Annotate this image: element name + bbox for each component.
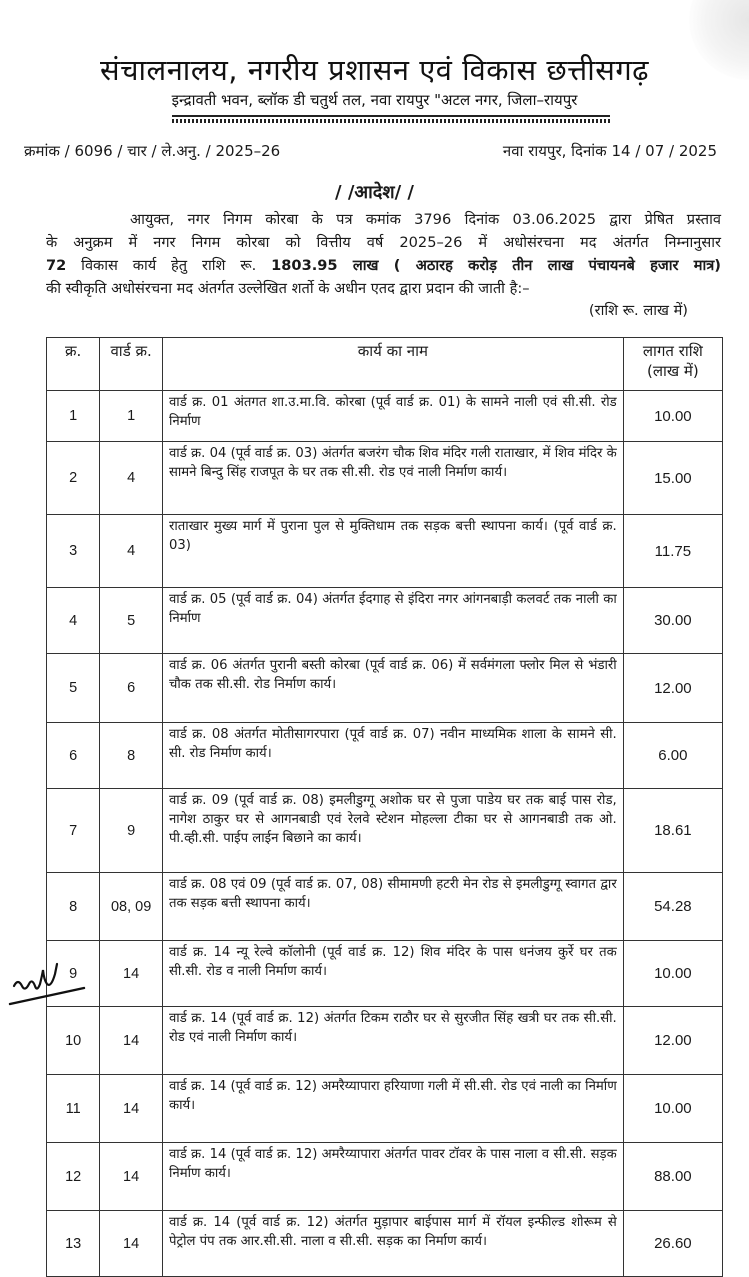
ward-no-cell: 14 — [100, 1075, 163, 1143]
serial-no-cell: 11 — [47, 1075, 100, 1143]
header-work-name: कार्य का नाम — [162, 338, 623, 391]
table-row — [47, 1143, 723, 1211]
header-serial-no: क्र. — [47, 338, 100, 391]
serial-no-cell: 3 — [47, 515, 100, 588]
cost-cell: 10.00 — [623, 391, 722, 442]
cost-cell: 88.00 — [623, 1143, 722, 1211]
table-row — [47, 873, 723, 941]
signature-icon — [8, 958, 88, 1008]
serial-no-cell: 4 — [47, 588, 100, 654]
cost-cell: 11.75 — [623, 515, 722, 588]
table-row — [47, 1007, 723, 1075]
cost-cell: 12.00 — [623, 654, 722, 723]
table-row — [47, 1075, 723, 1143]
body-line-3 — [46, 254, 721, 277]
ward-no-cell: 9 — [100, 789, 163, 873]
cost-cell: 54.28 — [623, 873, 722, 941]
table-row — [47, 789, 723, 873]
serial-no-cell: 7 — [47, 789, 100, 873]
table-row — [47, 588, 723, 654]
serial-no-cell: 6 — [47, 723, 100, 789]
work-name-cell: वार्ड क्र. 08 एवं 09 (पूर्व वार्ड क्र. 07, 08) सीमामणी हटरी मेन रोड से इमलीडुग्गू स्वागत द्वार तक सड़क बत्ती स्थापना कार्य। — [162, 873, 623, 941]
work-name-cell: वार्ड क्र. 09 (पूर्व वार्ड क्र. 08) इमलीडुग्गू अशोक घर से पुजा पाडेय घर तक बाई पास रोड, नागेश ठाकुर घर से आगनबाडी एवं रेलवे स्टेशन मोहल्ला टीका घर से आगनबाडी तक ओ. पी.व्ही.सी. पाईप लाईन बिछाने का कार्य। — [162, 789, 623, 873]
table-row — [47, 654, 723, 723]
work-name-cell: वार्ड क्र. 04 (पूर्व वार्ड क्र. 03) अंतर्गत बजरंग चौक शिव मंदिर गली राताखार, में शिव मंदिर के सामने बिन्दु सिंह राजपूत के घर तक सी.सी. रोड एवं नाली निर्माण कार्य। — [162, 442, 623, 515]
work-name-cell: राताखार मुख्य मार्ग में पुराना पुल से मुक्तिधाम तक सड़क बत्ती स्थापना कार्य। (पूर्व वार्ड क्र. 03) — [162, 515, 623, 588]
table-row — [47, 515, 723, 588]
body-line-1: आयुक्त, नगर निगम कोरबा के पत्र कमांक 3796 दिनांक 03.06.2025 द्वारा प्रेषित प्रस्ताव — [130, 211, 721, 228]
header-ward-no: वार्ड क्र. — [100, 338, 163, 391]
work-name-cell: वार्ड क्र. 14 न्यू रेल्वे कॉलोनी (पूर्व वार्ड क्र. 12) शिव मंदिर के पास धनंजय कुर्रे घर तक सी.सी. रोड व नाली निर्माण कार्य। — [162, 941, 623, 1007]
ward-no-cell: 6 — [100, 654, 163, 723]
cost-cell: 10.00 — [623, 1075, 722, 1143]
divider-solid-line — [172, 115, 610, 117]
ward-no-cell: 5 — [100, 588, 163, 654]
serial-no-cell: 2 — [47, 442, 100, 515]
table-row — [47, 723, 723, 789]
serial-no-cell: 1 — [47, 391, 100, 442]
body-line-4: की स्वीकृति अधोसंरचना मद अंतर्गत उल्लेखित शर्तो के अधीन एतद द्वारा प्रदान की जाती है:– — [46, 280, 530, 297]
work-name-cell: वार्ड क्र. 08 अंतर्गत मोतीसागरपारा (पूर्व वार्ड क्र. 07) नवीन माध्यमिक शाला के सामने सी. सी. रोड निर्माण कार्य। — [162, 723, 623, 789]
order-body — [46, 208, 721, 300]
ward-no-cell: 14 — [100, 1211, 163, 1277]
cost-cell: 26.60 — [623, 1211, 722, 1277]
table-row — [47, 941, 723, 1007]
header-cost: लागत राशि (लाख में) — [623, 338, 722, 391]
ward-no-cell: 4 — [100, 515, 163, 588]
body-line-3-text: विकास कार्य हेतु राशि रू. — [66, 257, 272, 274]
serial-no-cell: 10 — [47, 1007, 100, 1075]
serial-no-cell: 9 — [47, 941, 100, 1007]
table-row — [47, 1211, 723, 1277]
ward-no-cell: 08, 09 — [100, 873, 163, 941]
order-heading: / /आदेश/ / — [334, 182, 415, 203]
work-name-cell: वार्ड क्र. 14 (पूर्व वार्ड क्र. 12) अंतर्गत मुड़ापार बाईपास मार्ग में रॉयल इन्फील्ड शोरूम से पेट्रोल पंप तक आर.सी.सी. नाला व सी.सी. सड़क का निर्माण कार्य। — [162, 1211, 623, 1277]
works-table — [46, 337, 723, 1277]
serial-no-cell: 8 — [47, 873, 100, 941]
ward-no-cell: 4 — [100, 442, 163, 515]
place-and-date: नवा रायपुर, दिनांक 14 / 07 / 2025 — [502, 142, 717, 160]
ward-no-cell: 14 — [100, 1007, 163, 1075]
body-line-2: के अनुक्रम में नगर निगम कोरबा को वित्तीय वर्ष 2025–26 में अधोसंरचना मद अंतर्गत निम्नानुसार — [46, 234, 721, 251]
ward-no-cell: 14 — [100, 1143, 163, 1211]
amount-unit-note: (राशि रू. लाख में) — [588, 302, 688, 319]
table-header-row — [47, 338, 723, 391]
work-name-cell: वार्ड क्र. 14 (पूर्व वार्ड क्र. 12) अमरैय्यापारा हरियाणा गली में सी.सी. रोड एवं नाली का निर्माण कार्य। — [162, 1075, 623, 1143]
work-name-cell: वार्ड क्र. 06 अंतर्गत पुरानी बस्ती कोरबा (पूर्व वार्ड क्र. 06) में सर्वमंगला फ्लोर मिल से भंडारी चौक तक सी.सी. रोड निर्माण कार्य। — [162, 654, 623, 723]
ward-no-cell: 14 — [100, 941, 163, 1007]
works-table-body — [47, 391, 723, 1277]
ward-no-cell: 1 — [100, 391, 163, 442]
table-row — [47, 391, 723, 442]
cost-cell: 6.00 — [623, 723, 722, 789]
ward-no-cell: 8 — [100, 723, 163, 789]
cost-cell: 12.00 — [623, 1007, 722, 1075]
work-name-cell: वार्ड क्र. 01 अंतगत शा.उ.मा.वि. कोरबा (पूर्व वार्ड क्र. 01) के सामने नाली एवं सी.सी. रोड निर्माण — [162, 391, 623, 442]
serial-no-cell: 12 — [47, 1143, 100, 1211]
department-title: संचालनालय, नगरीय प्रशासन एवं विकास छत्तीसगढ़ — [100, 53, 649, 87]
cost-cell: 30.00 — [623, 588, 722, 654]
table-row — [47, 442, 723, 515]
work-name-cell: वार्ड क्र. 14 (पूर्व वार्ड क्र. 12) अंतर्गत टिकम राठौर घर से सुरजीत सिंह खत्री घर तक सी.सी. रोड एवं नाली निर्माण कार्य। — [162, 1007, 623, 1075]
cost-cell: 18.61 — [623, 789, 722, 873]
works-count: 72 — [46, 257, 67, 274]
work-name-cell: वार्ड क्र. 05 (पूर्व वार्ड क्र. 04) अंतर्गत ईदगाह से इंदिरा नगर आंगनबाड़ी कलवर्ट तक नाली का निर्माण — [162, 588, 623, 654]
serial-no-cell: 13 — [47, 1211, 100, 1277]
divider-dotted-line — [172, 119, 610, 123]
department-address: इन्द्रावती भवन, ब्लॉक डी चतुर्थ तल, नवा रायपुर "अटल नगर, जिला–रायपुर — [171, 91, 578, 109]
cost-cell: 10.00 — [623, 941, 722, 1007]
serial-no-cell: 5 — [47, 654, 100, 723]
cost-cell: 15.00 — [623, 442, 722, 515]
header-divider — [172, 115, 610, 125]
sanctioned-amount: 1803.95 लाख ( अठारह करोड़ तीन लाख पंचायनबे हजार मात्र) — [271, 257, 721, 274]
work-name-cell: वार्ड क्र. 14 (पूर्व वार्ड क्र. 12) अमरैय्यापारा अंतर्गत पावर टॉवर के पास नाला व सी.सी. सड़क निर्माण कार्य। — [162, 1143, 623, 1211]
reference-number: क्रमांक / 6096 / चार / ले.अनु. / 2025–26 — [24, 142, 281, 160]
